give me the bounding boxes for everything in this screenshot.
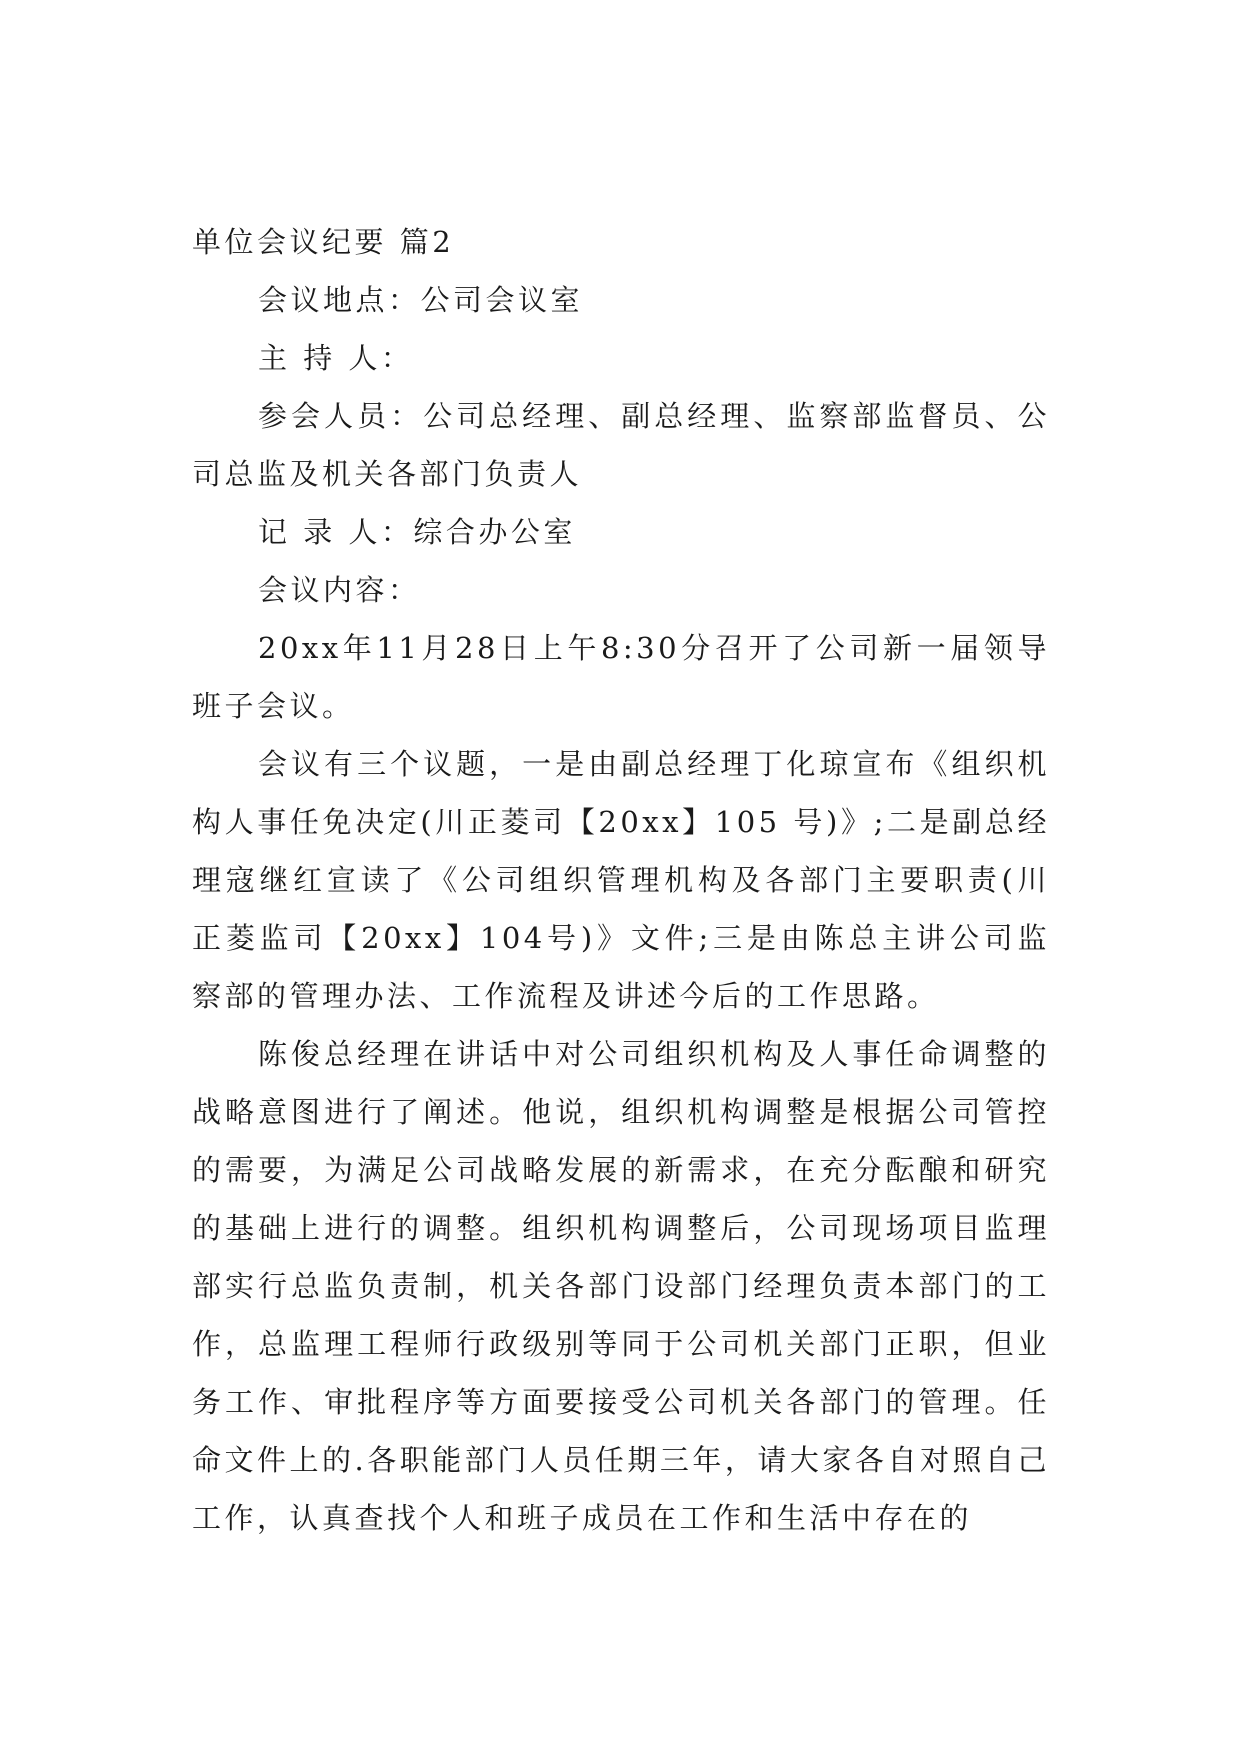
paragraph-meeting-opening: 20xx年11月28日上午8:30分召开了公司新一届领导班子会议。	[192, 631, 1050, 723]
document-title: 单位会议纪要 篇2	[192, 225, 455, 259]
meeting-host-line: 主 持 人：	[258, 341, 414, 375]
meeting-location-line: 会议地点：公司会议室	[258, 283, 584, 317]
document-body	[192, 213, 1050, 1547]
meeting-content-label: 会议内容：	[258, 573, 421, 607]
paragraph-general-manager-speech: 陈俊总经理在讲话中对公司组织机构及人事任命调整的战略意图进行了阐述。他说，组织机构调整是根据公司管控的需要，为满足公司战略发展的新需求，在充分酝酿和研究的基础上进行的调整。组织机构调整后，公司现场项目监理部实行总监负责制，机关各部门设部门经理负责本部门的工作，总监理工程师行政级别等同于公司机关部门正职，但业务工作、审批程序等方面要接受公司机关各部门的管理。任命文件上的.各职能部门人员任期三年，请大家各自对照自己工作，认真查找个人和班子成员在工作和生活中存在的	[192, 1037, 1050, 1535]
meeting-attendees-line: 参会人员：公司总经理、副总经理、监察部监督员、公司总监及机关各部门负责人	[192, 399, 1050, 491]
meeting-recorder-line: 记 录 人：综合办公室	[258, 515, 576, 549]
paragraph-meeting-topics: 会议有三个议题，一是由副总经理丁化琼宣布《组织机构人事任免决定(川正菱司【20xx】105 号)》;二是副总经理寇继红宣读了《公司组织管理机构及各部门主要职责(川正菱监司【20xx】104号)》文件;三是由陈总主讲公司监察部的管理办法、工作流程及讲述今后的工作思路。	[192, 747, 1050, 1013]
